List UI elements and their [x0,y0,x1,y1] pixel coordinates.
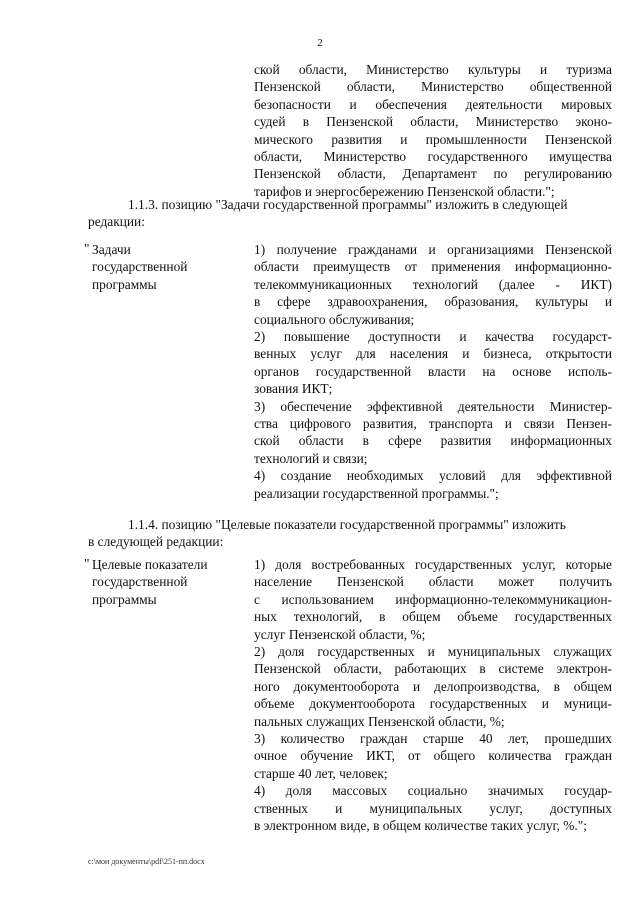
text-line: 1) доля востребованных государственных услуг, которые [254,557,612,572]
text-line: ного документооборота и делопроизводства, в общем [254,678,612,694]
text-line: Пензенской области, Департамент по регулированию [254,166,612,182]
text-line: Пензенской области, работающих в системе электрон- [254,661,612,677]
text-line: безопасности и обеспечения деятельности мировых [254,96,612,112]
text-line: 1.1.3. позицию "Задачи государственной программы" изложить в следующей [128,197,568,212]
text-line: социального обслуживания; [254,311,415,327]
opening-quote-1: " [84,241,90,256]
text-line: 2) доля государственных и муниципальных служащих [254,644,612,660]
text-line: судей в Пензенской области, Министерство эконо- [254,114,612,130]
text-line: Пензенской области, Министерство общественной [254,79,612,95]
text-line: Целевые показатели [92,557,208,572]
indicators-label [92,556,242,608]
opening-quote-2: " [84,556,90,571]
intro-paragraph [254,61,612,200]
text-line: венных услуг для населения и бизнеса, открытости [254,346,612,362]
text-line: 4) доля массовых социально значимых государ- [254,783,612,799]
text-line: ственных и муниципальных услуг, доступных [254,800,612,816]
file-path-footer: c:\мои документы\pdf\251-пп.docx [88,857,205,866]
text-line: области, Министерство государственного имущества [254,149,612,165]
text-line: очное обучение ИКТ, от общего количества граждан [254,748,612,764]
text-line: в следующей редакции: [88,534,224,550]
tasks-content [254,241,612,502]
text-line: тарифов и энергосбережению Пензенской области."; [254,183,555,199]
text-line: программы [92,591,157,607]
tasks-label [92,241,242,293]
text-line: в сфере здравоохранения, образования, культуры и [254,294,612,310]
text-line: ства цифрового развития, транспорта и связи Пензен- [254,416,612,432]
text-line: ской области, Министерство культуры и туризма [254,62,612,77]
text-line: государственной [92,259,188,275]
text-line: телекоммуникационных технологий (далее - ИКТ) [254,276,612,292]
text-line: мического развития и промышленности Пензенской [254,131,612,147]
text-line: области преимуществ от применения информационно- [254,259,612,275]
text-line: 3) обеспечение эффективной деятельности Министер- [254,398,612,414]
text-line: услуг Пензенской области, %; [254,626,426,642]
text-line: государственной [92,574,188,590]
text-line: пальных служащих Пензенской области, %; [254,713,505,729]
text-line: Задачи [92,242,131,257]
text-line: ных технологий, в общем объеме государственных [254,609,612,625]
page-number: 2 [317,37,323,49]
text-line: 1.1.4. позицию "Целевые показатели государственной программы" изложить [128,517,566,532]
text-line: ской области в сфере развития информационных [254,433,612,449]
text-line: зования ИКТ; [254,381,333,397]
text-line: редакции: [88,214,145,230]
text-line: программы [92,276,157,292]
section-1-1-4-heading [88,516,612,551]
text-line: население Пензенской области может получить [254,574,612,590]
text-line: в электронном виде, в общем количестве таких услуг, %."; [254,818,587,834]
indicators-content [254,556,612,835]
text-line: 4) создание необходимых условий для эффективной [254,468,612,484]
text-line: технологий и связи; [254,450,368,466]
text-line: 2) повышение доступности и качества государст- [254,329,612,345]
text-line: старше 40 лет, человек; [254,765,388,781]
section-1-1-3-heading [88,196,612,231]
text-line: органов государственной власти на основе исполь- [254,363,612,379]
text-line: с использованием информационно-телекоммуникацион- [254,591,612,607]
text-line: 3) количество граждан старше 40 лет, прошедших [254,731,612,747]
text-line: реализации государственной программы."; [254,485,499,501]
text-line: 1) получение гражданами и организациями Пензенской [254,242,612,257]
text-line: объеме документооборота государственных и муници- [254,696,612,712]
